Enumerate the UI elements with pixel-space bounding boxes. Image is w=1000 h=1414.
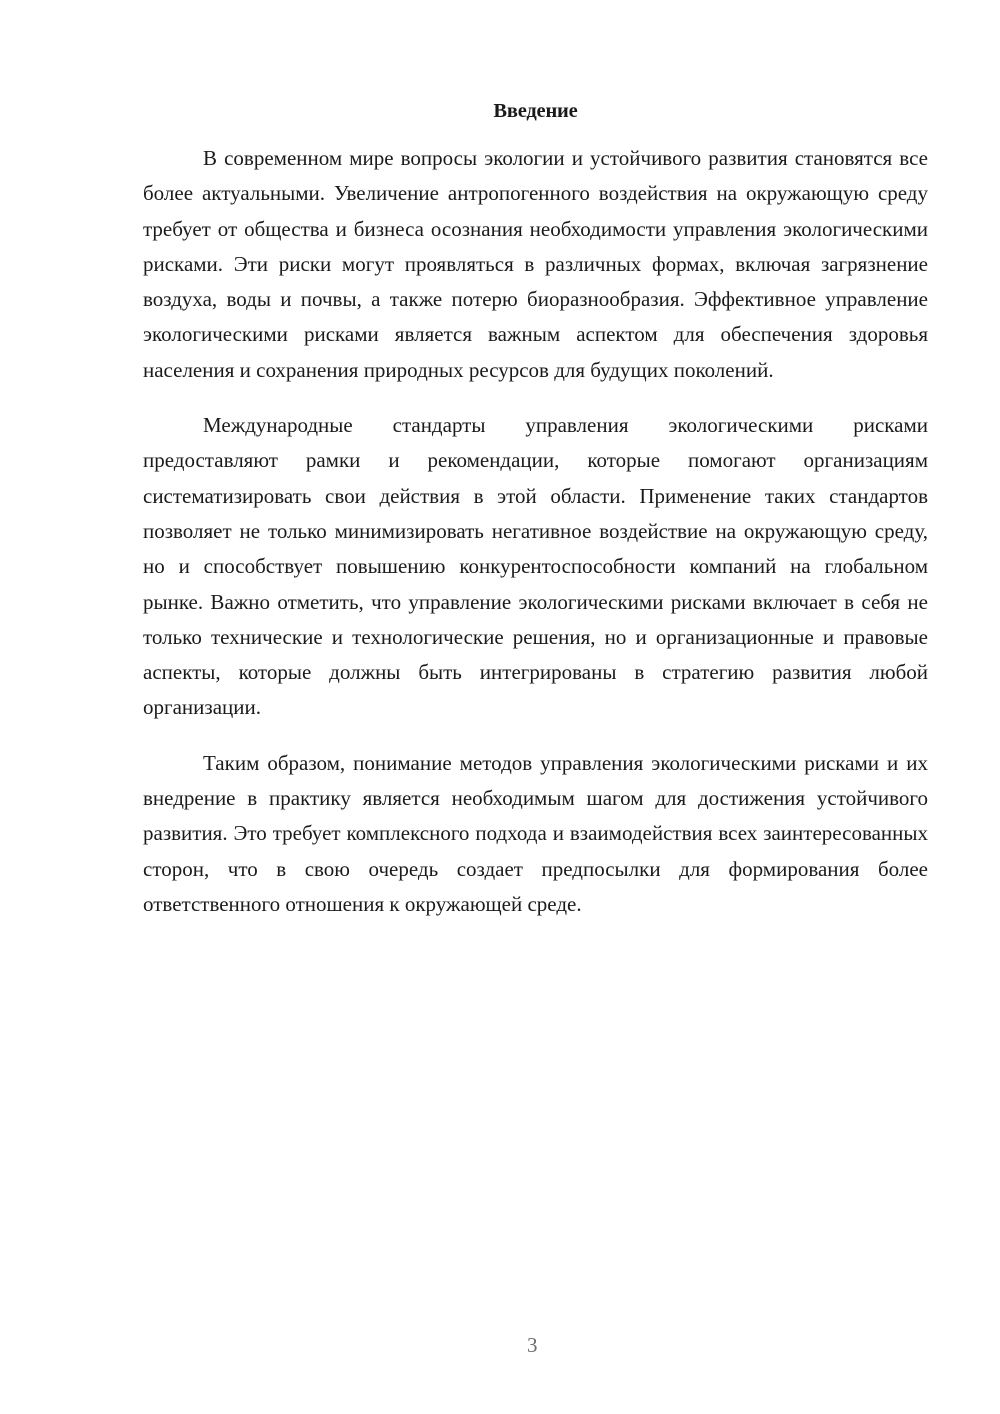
section-title: Введение <box>493 100 578 122</box>
page-content <box>143 94 928 942</box>
paragraph-1: В современном мире вопросы экологии и устойчивого развития становятся все более актуальными. Увеличение антропогенного воздействия на окружающую среду требует от общества и бизнеса осознания необходимости управления экологическими рисками. Эти риски могут проявляться в различных формах, включая загрязнение воздуха, воды и почвы, а также потерю биоразнообразия. Эффективное управление экологическими рисками является важным аспектом для обеспечения здоровья населения и сохранения природных ресурсов для будущих поколений. <box>143 146 928 382</box>
page-number: 3 <box>527 1333 538 1357</box>
paragraph-3: Таким образом, понимание методов управления экологическими рисками и их внедрение в практику является необходимым шагом для достижения устойчивого развития. Это требует комплексного подхода и взаимодействия всех заинтересованных сторон, что в свою очередь создает предпосылки для формирования более ответственного отношения к окружающей среде. <box>143 750 928 916</box>
paragraph-2: Международные стандарты управления экологическими рисками предоставляют рамки и рекомендации, которые помогают организациям систематизировать свои действия в этой области. Применение таких стандартов позволяет не только минимизировать негативное воздействие на окружающую среду, но и способствует повышению конкурентоспособности компаний на глобальном рынке. Важно отметить, что управление экологическими рисками включает в себя не только технические и технологические решения, но и организационные и правовые аспекты, которые должны быть интегрированы в стратегию развития любой организации. <box>143 413 928 720</box>
